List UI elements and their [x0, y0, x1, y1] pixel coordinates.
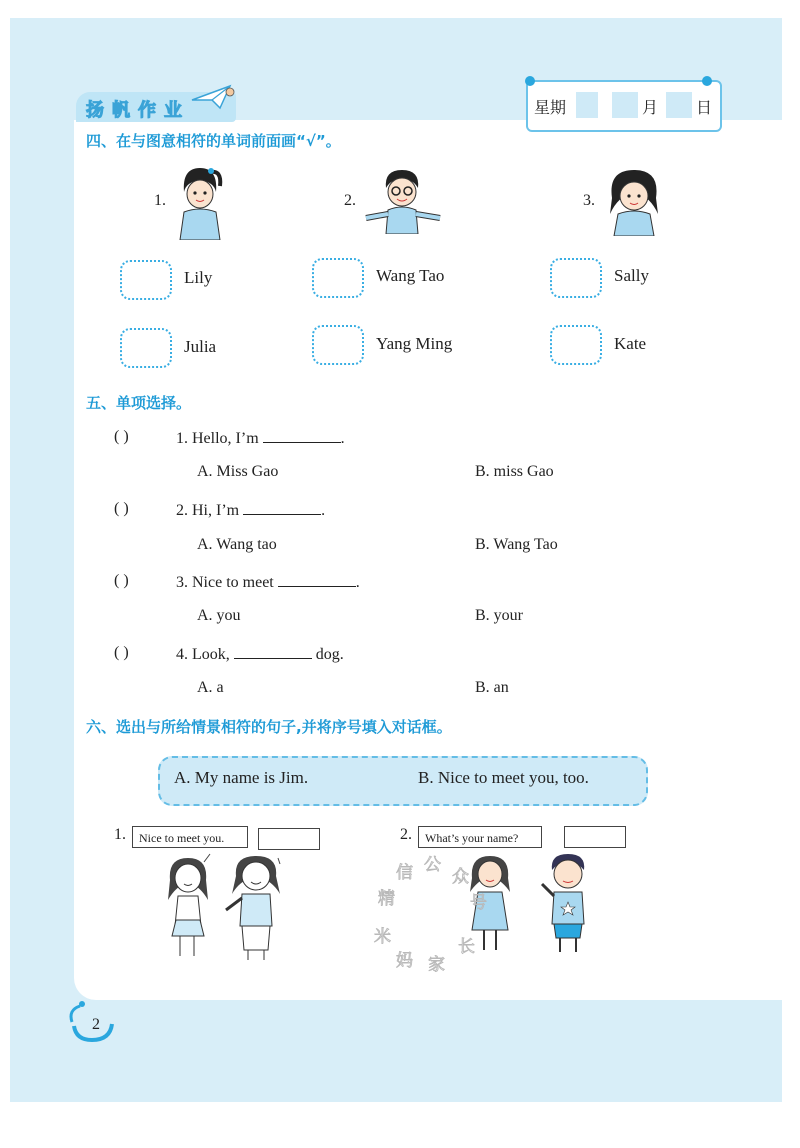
answer-bubble[interactable] [564, 826, 626, 848]
option-a[interactable]: A. you [197, 607, 241, 624]
date-week-field[interactable] [576, 92, 598, 118]
figure-number: 2. [344, 192, 356, 209]
pin-icon [525, 76, 535, 86]
option-label: Julia [184, 337, 217, 356]
option-label: Yang Ming [376, 334, 453, 353]
watermark-char: 米 [374, 927, 391, 947]
question-end: dog. [315, 646, 344, 663]
speech-bubble: What’s your name? [418, 826, 542, 848]
option-label: Sally [614, 266, 649, 285]
question-3 [176, 572, 360, 592]
date-day-label: 日 [696, 98, 713, 117]
option-label: Wang Tao [376, 266, 445, 285]
figure-number: 3. [583, 192, 595, 209]
option-a[interactable]: A. Miss Gao [197, 463, 279, 480]
boy-figure-2 [360, 168, 444, 234]
answer-blank[interactable] [243, 500, 321, 515]
option-b[interactable]: B. your [475, 607, 523, 624]
option-b[interactable]: B. an [475, 679, 509, 696]
question-4 [176, 644, 344, 664]
option-b[interactable]: B. Wang Tao [475, 536, 558, 553]
date-day-field[interactable] [666, 92, 692, 118]
answer-blank[interactable] [234, 644, 312, 659]
scene-number: 2. [400, 826, 412, 843]
option-label: Lily [184, 268, 213, 287]
question-1 [176, 428, 345, 448]
girl-figure-3 [598, 166, 670, 236]
question-end: . [355, 574, 360, 591]
pin-icon [702, 76, 712, 86]
answer-blank[interactable] [263, 428, 341, 443]
answer-paren[interactable]: ( ) [114, 572, 129, 589]
date-week-label: 星期 [534, 98, 567, 117]
question-end: . [340, 430, 345, 447]
option-a[interactable]: A. a [197, 679, 224, 696]
answer-paren[interactable]: ( ) [114, 500, 129, 517]
question-text: 3. Nice to meet [176, 574, 274, 591]
checkbox-kate[interactable] [550, 325, 602, 365]
date-month-label: 月 [642, 98, 659, 117]
page-number-swirl-icon [66, 996, 116, 1044]
checkbox-lily[interactable] [120, 260, 172, 300]
section-5-title: 五、单项选择。 [86, 394, 192, 412]
answer-blank[interactable] [278, 572, 356, 587]
watermark-char: 精 [378, 889, 395, 909]
date-month-field[interactable] [612, 92, 638, 118]
option-a[interactable]: A. Wang tao [197, 536, 277, 553]
watermark-char: 信 [396, 863, 413, 883]
watermark-char: 长 [458, 937, 475, 957]
speech-bubble: Nice to meet you. [132, 826, 248, 848]
answer-bubble[interactable] [258, 828, 320, 850]
watermark-char: 众 [452, 867, 469, 887]
question-2 [176, 500, 325, 520]
checkbox-yang-ming[interactable] [312, 325, 364, 365]
paper-plane-icon [190, 82, 238, 112]
figure-number: 1. [154, 192, 166, 209]
scene-1-children [160, 850, 290, 964]
section-4-title: 四、在与图意相符的单词前面画“√”。 [86, 132, 341, 150]
checkbox-julia[interactable] [120, 328, 172, 368]
watermark-seal [368, 848, 498, 978]
answer-paren[interactable]: ( ) [114, 428, 129, 445]
girl-figure-1 [170, 162, 228, 240]
section-6-title: 六、选出与所给情景相符的句子,并将序号填入对话框。 [86, 718, 452, 736]
scene-number: 1. [114, 826, 126, 843]
choice-a: A. My name is Jim. [174, 768, 309, 787]
watermark-char: 妈 [396, 951, 413, 971]
checkbox-sally[interactable] [550, 258, 602, 298]
watermark-char: 公 [424, 855, 441, 875]
brand-title: 扬帆作业 [86, 100, 190, 121]
question-text: 1. Hello, I’m [176, 430, 259, 447]
watermark-char: 家 [428, 955, 445, 975]
option-b[interactable]: B. miss Gao [475, 463, 554, 480]
option-label: Kate [614, 334, 647, 353]
checkbox-wang-tao[interactable] [312, 258, 364, 298]
watermark-char: 号 [470, 893, 487, 913]
question-text: 2. Hi, I’m [176, 502, 240, 519]
choice-b: B. Nice to meet you, too. [418, 768, 589, 787]
page-number: 2 [92, 1016, 100, 1033]
question-end: . [321, 502, 326, 519]
question-text: 4. Look, [176, 646, 230, 663]
answer-paren[interactable]: ( ) [114, 644, 129, 661]
